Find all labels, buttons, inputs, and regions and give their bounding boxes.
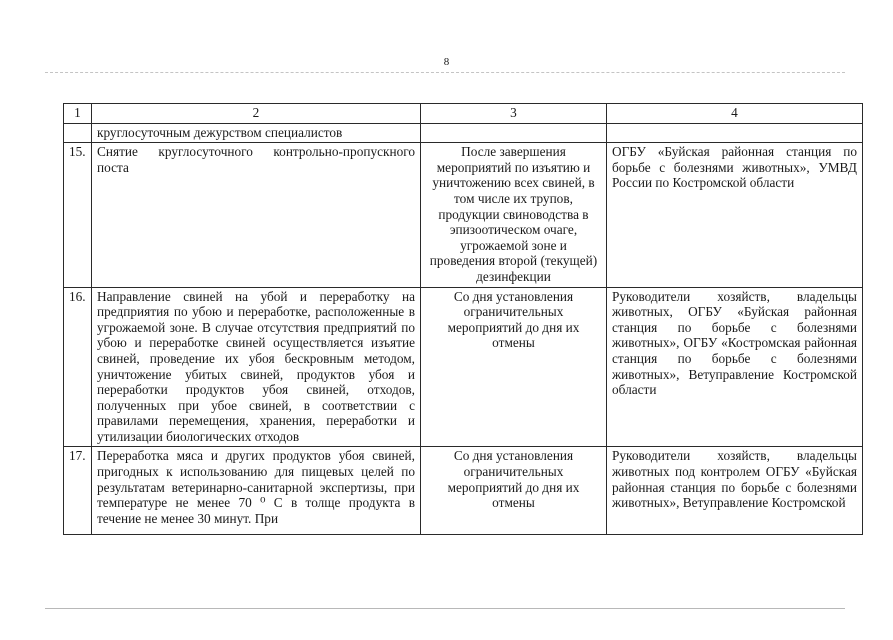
responsible-cell: ОГБУ «Буйская районная станция по борьбе с болезнями животных», УМВД России по Костромской области	[607, 143, 863, 287]
scan-artifact-bottom	[45, 608, 845, 609]
measure-text: Переработка мяса и других продуктов убоя свиней, пригодных к использованию для пищевых целей по результатам ветеринарно-санитарной экспертизы, при температуре не менее 70 ⁰ С в толще продукта в течение не менее 30 минут. При	[97, 448, 415, 526]
measures-table	[63, 103, 863, 535]
measure-cell: круглосуточным дежурством специалистов	[92, 123, 421, 143]
row-number: 15.	[64, 143, 92, 287]
term-cell	[421, 123, 607, 143]
table-row	[64, 447, 863, 535]
table-row	[64, 143, 863, 287]
responsible-text: Руководители хозяйств, владельцы животных под контролем ОГБУ «Буйская районная станция по борьбе с болезнями животных», Ветуправление Костромской	[612, 448, 857, 511]
row-number	[64, 123, 92, 143]
page-number: 8	[443, 56, 450, 68]
column-header: 3	[421, 104, 607, 124]
table-header-row	[64, 104, 863, 124]
measure-cell: Снятие круглосуточного контрольно-пропускного поста	[92, 143, 421, 287]
measure-cell	[92, 447, 421, 535]
term-cell: После завершения мероприятий по изъятию и уничтожению всех свиней, в том числе их трупов, продукции свиноводства в эпизоотическом очаге, угрожаемой зоне и проведения второй (текущей) дезинфекции	[421, 143, 607, 287]
responsible-cell: Руководители хозяйств, владельцы животных, ОГБУ «Буйская районная станция по борьбе с болезнями животных», ОГБУ «Костромская районная станция по борьбе с болезнями животных», Ветуправление Костромской области	[607, 287, 863, 447]
scan-artifact-top	[45, 72, 845, 73]
row-number: 17.	[64, 447, 92, 535]
term-text: Со дня установления ограничительных мероприятий до дня их отмены	[447, 448, 580, 511]
column-header: 1	[64, 104, 92, 124]
term-cell	[421, 447, 607, 535]
table-row	[64, 123, 863, 143]
table-row	[64, 287, 863, 447]
term-cell: Со дня установления ограничительных мероприятий до дня их отмены	[421, 287, 607, 447]
column-header: 4	[607, 104, 863, 124]
responsible-cell	[607, 447, 863, 535]
row-number: 16.	[64, 287, 92, 447]
measure-cell: Направление свиней на убой и переработку на предприятия по убою и переработке, расположенные в угрожаемой зоне. В случае отсутствия предприятий по убою и переработке свиней осуществляется изъятие свиней, проведение их убоя бескровным методом, уничтожение убитых свиней, продуктов убоя и переработки продуктов убоя свиней, отходов, полученных при убое свиней, в соответствии с правилами перемещения, хранения, переработки и утилизации биологических отходов	[92, 287, 421, 447]
column-header: 2	[92, 104, 421, 124]
responsible-cell	[607, 123, 863, 143]
